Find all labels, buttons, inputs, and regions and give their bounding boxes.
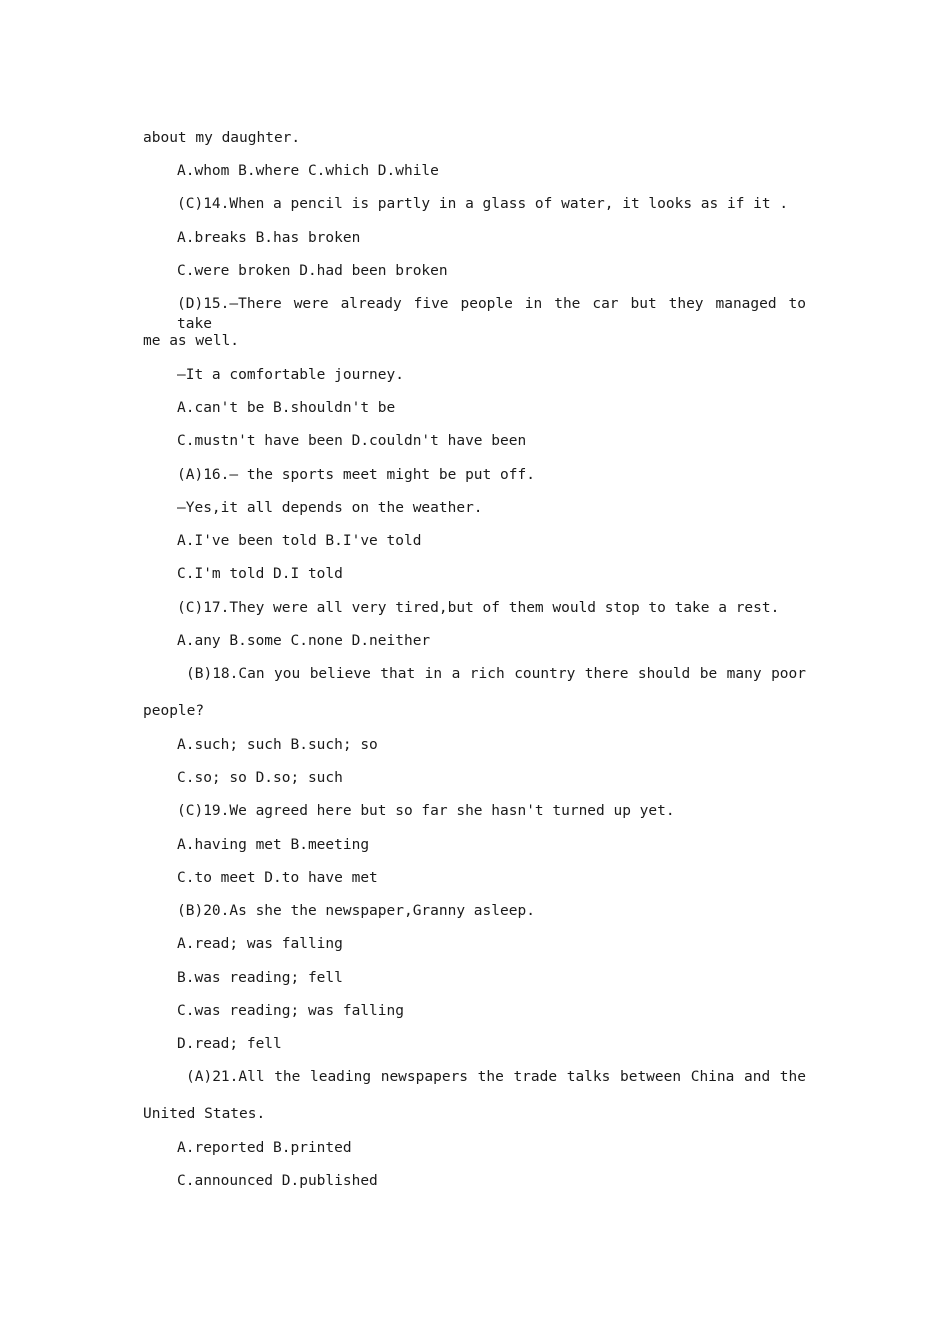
options-q19-ab: A.having met B.meeting: [177, 837, 370, 853]
options-q18-cd: C.so; so D.so; such: [177, 770, 343, 786]
dialogue-reply-q15: —It a comfortable journey.: [177, 367, 404, 383]
options-q14-ab: A.breaks B.has broken: [177, 230, 361, 246]
question-17: (C)17.They were all very tired,but of them would stop to take a rest.: [177, 600, 780, 616]
options-q21-ab: A.reported B.printed: [177, 1140, 352, 1156]
question-15: (D)15.—There were already five people in the car but they managed to take: [177, 296, 806, 332]
options-q19-cd: C.to meet D.to have met: [177, 870, 378, 886]
options-q14-cd: C.were broken D.had been broken: [177, 263, 448, 279]
option-q20-a: A.read; was falling: [177, 936, 343, 952]
options-q16-cd: C.I'm told D.I told: [177, 566, 343, 582]
options-q15-cd: C.mustn't have been D.couldn't have been: [177, 433, 527, 449]
options-q17: A.any B.some C.none D.neither: [177, 633, 431, 649]
option-q20-c: C.was reading; was falling: [177, 1003, 404, 1019]
continuation-line-q18: people?: [143, 703, 205, 719]
question-20: (B)20.As she the newspaper,Granny asleep.: [177, 903, 535, 919]
options-q15-ab: A.can't be B.shouldn't be: [177, 400, 396, 416]
options-q13: A.whom B.where C.which D.while: [177, 163, 439, 179]
question-16: (A)16.— the sports meet might be put off.: [177, 467, 535, 483]
continuation-line-q21: United States.: [143, 1106, 266, 1122]
option-q20-b: B.was reading; fell: [177, 970, 343, 986]
continuation-line-q13: about my daughter.: [143, 130, 301, 146]
options-q18-ab: A.such; such B.such; so: [177, 737, 378, 753]
question-19: (C)19.We agreed here but so far she hasn't turned up yet.: [177, 803, 675, 819]
option-q20-d: D.read; fell: [177, 1036, 282, 1052]
options-q21-cd: C.announced D.published: [177, 1173, 378, 1189]
dialogue-reply-q16: —Yes,it all depends on the weather.: [177, 500, 483, 516]
question-18: (B)18.Can you believe that in a rich country there should be many poor: [186, 666, 806, 682]
question-21: (A)21.All the leading newspapers the trade talks between China and the: [186, 1069, 806, 1085]
options-q16-ab: A.I've been told B.I've told: [177, 533, 422, 549]
continuation-line-q15: me as well.: [143, 333, 240, 349]
question-14: (C)14.When a pencil is partly in a glass of water, it looks as if it .: [177, 196, 789, 212]
